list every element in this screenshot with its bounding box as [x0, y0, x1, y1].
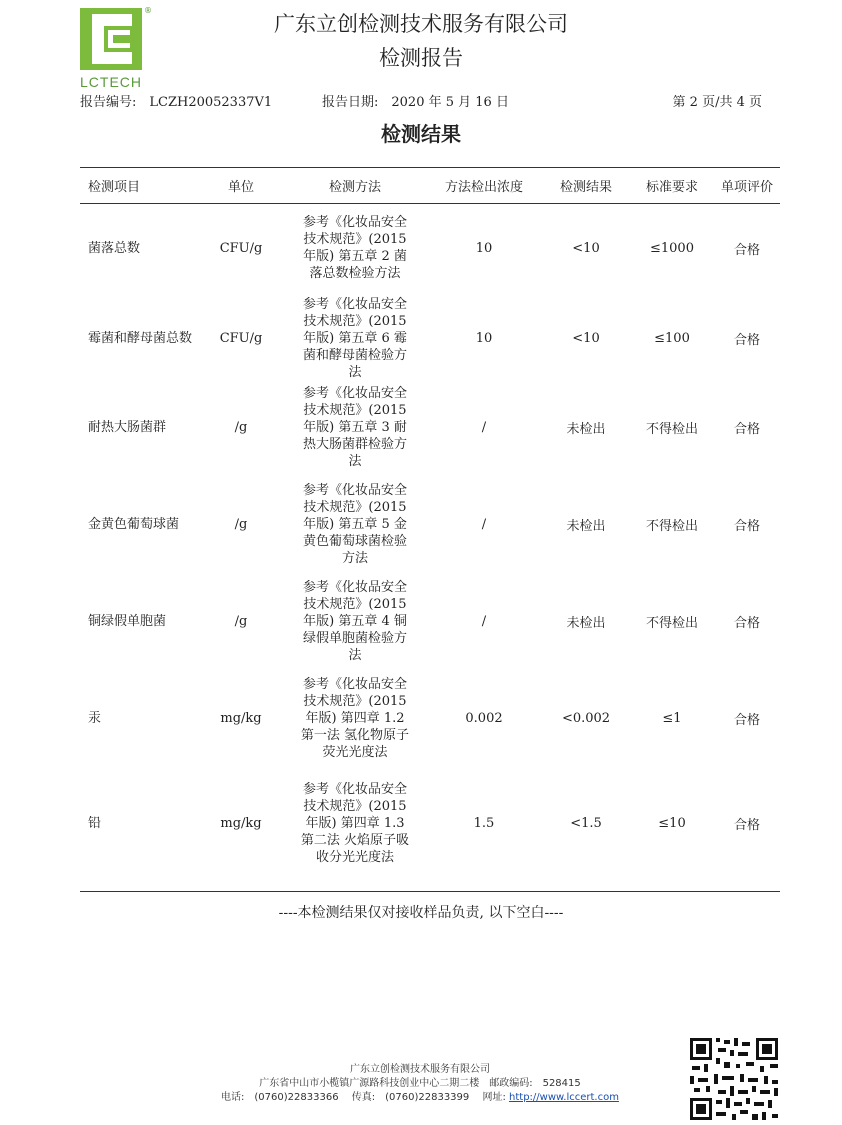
table-bottom-rule — [80, 891, 780, 892]
header-standard: 标准要求 — [645, 179, 698, 195]
cell-method: 参考《化妆品安全技术规范》(2015 年版) 第四章 1.2 第一法 氢化物原子荧光光度法 — [300, 676, 410, 760]
cell-unit: mg/kg — [220, 710, 262, 726]
cell-verdict: 合格 — [733, 615, 760, 631]
logo-text: LCTECH — [80, 74, 143, 90]
page-info: 第 2 页/共 4 页 — [672, 95, 762, 110]
cell-unit: mg/kg — [220, 815, 262, 831]
header-method: 检测方法 — [328, 179, 381, 195]
report-number: 报告编号: LCZH20052337V1 — [80, 95, 273, 110]
cell-item: 汞 — [88, 710, 102, 726]
footer-address: 广东省中山市小榄镇广源路科技创业中心二期二楼 邮政编码: 528415 — [259, 1078, 581, 1089]
cell-verdict: 合格 — [733, 817, 760, 833]
cell-verdict: 合格 — [733, 518, 760, 534]
company-name: 广东立创检测技术服务有限公司 — [274, 12, 568, 36]
registered-mark-icon: ® — [144, 6, 152, 15]
cell-item: 耐热大肠菌群 — [88, 419, 167, 435]
header-unit: 单位 — [227, 179, 254, 195]
footer-fax: 传真: (0760)22833399 — [351, 1092, 470, 1103]
cell-unit: CFU/g — [219, 330, 263, 346]
cell-standard: ≤100 — [654, 330, 690, 346]
cell-detection-limit: / — [481, 516, 487, 532]
cell-unit: CFU/g — [219, 240, 263, 256]
cell-method: 参考《化妆品安全技术规范》(2015 年版) 第五章 3 耐热大肠菌群检验方法 — [302, 385, 407, 469]
cell-item: 霉菌和酵母菌总数 — [88, 330, 193, 346]
cell-method: 参考《化妆品安全技术规范》(2015 年版) 第五章 6 霉菌和酵母菌检验方法 — [302, 296, 407, 380]
table-row — [80, 383, 780, 471]
cell-method: 参考《化妆品安全技术规范》(2015 年版) 第五章 4 铜绿假单胞菌检验方法 — [302, 579, 407, 663]
cell-detection-limit: 10 — [475, 330, 493, 346]
cell-unit: /g — [234, 613, 248, 629]
cell-item: 铅 — [88, 815, 102, 831]
cell-method: 参考《化妆品安全技术规范》(2015 年版) 第五章 5 金黄色葡萄球菌检验方法 — [302, 482, 407, 566]
cell-unit: /g — [234, 419, 248, 435]
header-verdict: 单项评价 — [720, 179, 773, 195]
footer-web-label: 网址: — [482, 1092, 506, 1103]
footer-company: 广东立创检测技术服务有限公司 — [350, 1064, 490, 1075]
results-table — [80, 167, 780, 875]
cell-result: 未检出 — [566, 421, 606, 437]
table-row — [80, 665, 780, 771]
cell-verdict: 合格 — [733, 421, 760, 437]
page-footer — [200, 1063, 640, 1105]
cell-standard: ≤1000 — [650, 240, 694, 256]
table-row — [80, 203, 780, 293]
footer-website-link[interactable]: http://www.lccert.com — [509, 1092, 619, 1103]
cell-method: 参考《化妆品安全技术规范》(2015 年版) 第四章 1.3 第二法 火焰原子吸收分光光度法 — [300, 781, 410, 865]
cell-verdict: 合格 — [733, 712, 760, 728]
cell-result: <10 — [572, 240, 600, 256]
footer-contact — [200, 1091, 640, 1105]
cell-detection-limit: 0.002 — [465, 710, 503, 726]
document-title: 检测报告 — [379, 46, 463, 70]
cell-verdict: 合格 — [733, 332, 760, 348]
table-row — [80, 577, 780, 665]
footnote: ----本检测结果仅对接收样品负责, 以下空白---- — [278, 905, 564, 921]
cell-detection-limit: / — [481, 613, 487, 629]
cell-standard: 不得检出 — [645, 518, 698, 534]
cell-item: 菌落总数 — [88, 240, 141, 256]
qr-code-icon — [686, 1034, 782, 1124]
table-row — [80, 293, 780, 383]
cell-detection-limit: / — [481, 419, 487, 435]
header-item: 检测项目 — [88, 179, 141, 195]
header-detection-limit: 方法检出浓度 — [444, 179, 523, 195]
cell-verdict: 合格 — [733, 242, 760, 258]
cell-detection-limit: 10 — [475, 240, 493, 256]
header-result: 检测结果 — [559, 179, 612, 195]
cell-standard: ≤1 — [662, 710, 682, 726]
cell-item: 铜绿假单胞菌 — [88, 613, 167, 629]
cell-standard: ≤10 — [658, 815, 686, 831]
table-row — [80, 471, 780, 577]
cell-detection-limit: 1.5 — [473, 815, 495, 831]
cell-result: 未检出 — [566, 518, 606, 534]
footer-phone: 电话: (0760)22833366 — [221, 1092, 339, 1103]
cell-standard: 不得检出 — [645, 615, 698, 631]
report-date: 报告日期: 2020 年 5 月 16 日 — [322, 95, 509, 110]
cell-result: <0.002 — [561, 710, 611, 726]
section-title: 检测结果 — [381, 122, 461, 146]
table-row — [80, 771, 780, 875]
cell-item: 金黄色葡萄球菌 — [88, 516, 180, 532]
cell-result: <10 — [572, 330, 600, 346]
cell-unit: /g — [234, 516, 248, 532]
table-header-row — [80, 167, 780, 203]
cell-method: 参考《化妆品安全技术规范》(2015 年版) 第五章 2 菌落总数检验方法 — [302, 215, 407, 281]
cell-result: <1.5 — [570, 815, 602, 831]
cell-result: 未检出 — [566, 615, 606, 631]
cell-standard: 不得检出 — [645, 421, 698, 437]
